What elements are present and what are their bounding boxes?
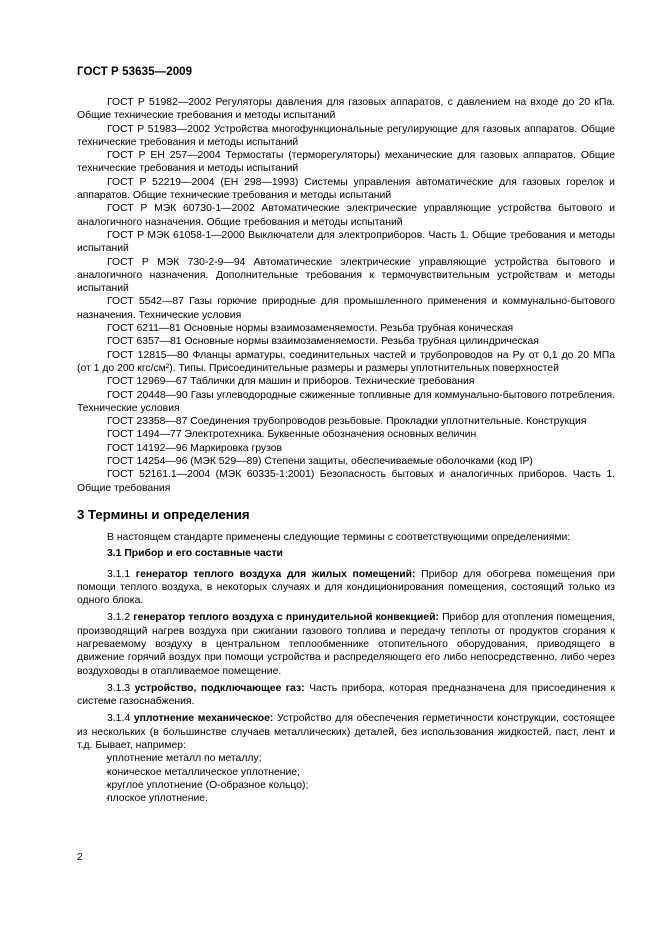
- reference-item: ГОСТ 14254—96 (МЭК 529—89) Степени защиты, обеспечиваемые оболочками (код IP): [107, 456, 533, 468]
- definition-text: Часть прибора, которая предназначена для присоединения к системе газоснабжения.: [77, 682, 615, 708]
- definition-number: 3.1.3: [107, 682, 131, 694]
- reference-item: ГОСТ Р ЕН 257—2004 Термостаты (терморегуляторы) механические для газовых аппаратов. Общие технические требования и методы испытаний: [77, 150, 615, 175]
- list-item: - круглое уплотнение (О-образное кольцо);: [77, 779, 615, 792]
- definition-number: 3.1.4: [107, 713, 131, 725]
- list-item: - уплотнение металл по металлу;: [77, 752, 615, 765]
- reference-item: ГОСТ 23358—87 Соединения трубопроводов резьбовые. Прокладки уплотнительные. Конструкция: [107, 416, 587, 428]
- reference-item: ГОСТ Р МЭК 61058-1—2000 Выключатели для электроприборов. Часть 1. Общие требования и методы испытаний: [77, 229, 615, 255]
- list-item: - коническое металлическое уплотнение;: [77, 766, 615, 779]
- definition-term: генератор теплого воздуха с принудительной конвекцией:: [133, 612, 439, 624]
- list-item: - плоское уплотнение.: [77, 792, 615, 805]
- reference-item: ГОСТ Р 52219—2004 (ЕН 298—1993) Системы управления автоматические для газовых горелок и аппаратов. Общие технические требования и методы испытаний: [77, 176, 615, 202]
- page-content: [77, 96, 615, 806]
- reference-item: ГОСТ Р 51982—2002 Регуляторы давления для газовых аппаратов, с давлением на входе до 20 кПа. Общие технические требования и методы испытаний: [77, 97, 615, 122]
- seal-types-list: [77, 752, 615, 805]
- definition-text: Устройство для обеспечения герметичности конструкции, состоящее из нескольких (в большинстве случаев металлических) деталей, без использования жидкостей, паст, лент и т.д. Бывает, например:: [77, 713, 616, 752]
- reference-item: ГОСТ 12815—80 Фланцы арматуры, соединительных частей и трубопроводов на Pу от 0,1 до 20 МПа (от 1 до 200 кгс/см²). Типы. Присоединительные размеры и размеры уплотнительных поверхностей: [77, 349, 615, 374]
- definition-term: устройство, подключающее газ:: [134, 682, 305, 694]
- section-intro: В настоящем стандарте применены следующие термины с соответствующими определениями:: [107, 531, 571, 543]
- reference-item: ГОСТ 6211—81 Основные нормы взаимозаменяемости. Резьба трубная коническая: [107, 323, 514, 335]
- definition-number: 3.1.2: [107, 612, 131, 624]
- reference-item: ГОСТ Р МЭК 730-2-9—94 Автоматические электрические управляющие устройства бытового и аналогичного назначения. Дополнительные требования к термочувствительным устройствам и методы испытаний: [77, 256, 615, 295]
- references-list: [77, 96, 615, 495]
- reference-item: ГОСТ 6357—81 Основные нормы взаимозаменяемости. Резьба трубная цилиндрическая: [107, 336, 539, 348]
- definition-3-1-3: [77, 682, 615, 709]
- definition-text: Прибор для отопления помещения, производящий нагрев воздуха при сжигании газового топлива и передачу теплоты от продуктов сгорания к нагреваемому воздуху в центральном теплообменнике отопительного оборудования, приводящего в движение горячий воздух при помощи устройства и распределяющего его либо непосредственно, либо через воздуховоды в отапливаемое помещение.: [77, 612, 615, 677]
- definition-3-1-2: [77, 611, 615, 677]
- page-number: 2: [77, 852, 83, 863]
- reference-item: ГОСТ 12969—67 Таблички для машин и приборов. Технические требования: [107, 376, 475, 388]
- reference-item: ГОСТ 5542—87 Газы горючие природные для промышленного применения и коммунально-бытового назначения. Технические условия: [77, 296, 615, 321]
- document-header: ГОСТ Р 53635—2009: [77, 66, 193, 78]
- definition-3-1-4: [77, 712, 615, 752]
- reference-item: ГОСТ Р МЭК 60730-1—2002 Автоматические электрические управляющие устройства бытового и аналогичного назначения. Общие требования и методы испытаний: [77, 203, 615, 228]
- reference-item: ГОСТ Р 51983—2002 Устройства многофункциональные регулирующие для газовых аппаратов. Общие технические требования и методы испытаний: [77, 123, 615, 148]
- reference-item: ГОСТ 14192—96 Маркировка грузов: [107, 442, 283, 454]
- definition-term: уплотнение механическое:: [133, 713, 274, 725]
- reference-item: ГОСТ 1494—77 Электротехника. Буквенные обозначения основных величин: [107, 429, 477, 441]
- subsection-title: 3.1 Прибор и его составные части: [107, 548, 283, 560]
- definition-text: Прибор для обогрева помещения при помощи теплого воздуха, в некоторых случаях и для кондиционирования помещения, состоящий только из одного блока.: [77, 568, 616, 607]
- reference-item: ГОСТ 52161.1—2004 (МЭК 60335-1:2001) Безопасность бытовых и аналогичных приборов. Часть 1. Общие требования: [77, 469, 615, 494]
- reference-item: ГОСТ 20448—90 Газы углеводородные сжиженные топливные для коммунально-бытового потребления. Технические условия: [77, 389, 615, 414]
- definition-term: генератор теплого воздуха для жилых помещений:: [135, 568, 416, 580]
- section-title: 3 Термины и определения: [77, 506, 250, 522]
- definition-number: 3.1.1: [107, 568, 131, 580]
- definition-3-1-1: [77, 568, 615, 608]
